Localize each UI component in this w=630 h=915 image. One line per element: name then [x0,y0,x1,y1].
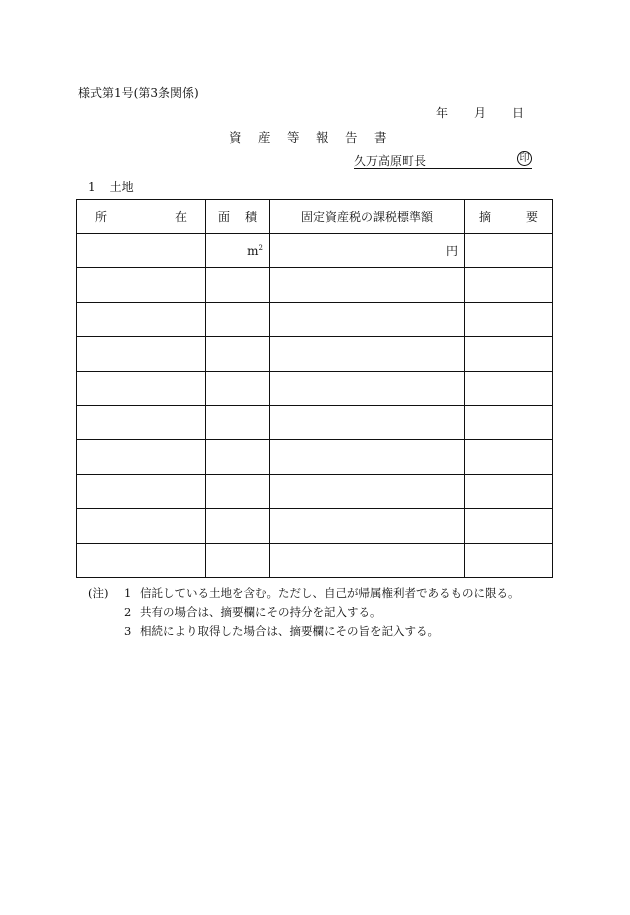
title-char: 報 [316,130,329,145]
date-line [436,104,524,121]
header-area: 面 積 [206,200,270,234]
addressee-line [354,152,532,169]
cell-location[interactable] [77,371,206,405]
addressee-name: 久万高原町長 [354,154,427,168]
cell-assessed-value[interactable] [270,474,465,508]
cell-location[interactable] [77,440,206,474]
title-char: 資 [229,130,242,145]
cell-location[interactable] [77,337,206,371]
title-char: 等 [287,130,300,145]
cell-area[interactable] [206,268,270,302]
note-item [88,603,520,622]
cell-assessed-value[interactable] [270,543,465,577]
cell-assessed-value[interactable] [270,440,465,474]
table-row [77,268,553,302]
cell-location[interactable] [77,268,206,302]
cell-remarks[interactable] [465,440,553,474]
header-remarks: 摘 要 [465,200,553,234]
document-title [229,128,403,146]
cell-location[interactable] [77,543,206,577]
table-row [77,302,553,336]
land-asset-table [76,199,553,578]
cell-remarks[interactable] [465,509,553,543]
cell-remarks[interactable] [465,371,553,405]
cell-assessed-value[interactable] [270,371,465,405]
notes [88,584,520,641]
cell-area[interactable] [206,474,270,508]
note-number: 2 [124,605,132,619]
cell-area[interactable] [206,337,270,371]
cell-remarks[interactable] [465,474,553,508]
cell-remarks[interactable] [465,337,553,371]
cell-remarks[interactable] [465,268,553,302]
cell-location[interactable] [77,234,206,268]
table-row [77,405,553,439]
cell-area[interactable] [206,302,270,336]
cell-location[interactable] [77,405,206,439]
section-title: 土地 [109,180,134,194]
cell-remarks[interactable] [465,543,553,577]
cell-assessed-value[interactable] [270,509,465,543]
date-month: 月 [474,106,487,120]
cell-remarks[interactable] [465,302,553,336]
table-row [77,234,553,268]
table-row [77,371,553,405]
cell-location[interactable] [77,302,206,336]
header-assessed-value: 固定資産税の課税標準額 [270,200,465,234]
seal-mark: 印 [517,151,532,166]
title-char: 告 [345,130,358,145]
cell-assessed-value[interactable] [270,234,465,268]
cell-remarks[interactable] [465,234,553,268]
cell-area[interactable] [206,543,270,577]
cell-area[interactable] [206,234,270,268]
note-text: 共有の場合は、摘要欄にその持分を記入する。 [140,605,382,619]
cell-area[interactable] [206,509,270,543]
form-number: 様式第1号(第3条関係) [78,86,199,100]
note-item [88,584,520,603]
cell-location[interactable] [77,474,206,508]
date-year: 年 [436,106,449,120]
table-row [77,543,553,577]
table-header-row [77,200,553,234]
table-row [77,337,553,371]
cell-area[interactable] [206,440,270,474]
cell-remarks[interactable] [465,405,553,439]
note-text: 信託している土地を含む。ただし、自己が帰属権利者であるものに限る。 [140,586,520,600]
section-number: 1 [88,180,96,194]
cell-area[interactable] [206,405,270,439]
cell-assessed-value[interactable] [270,405,465,439]
note-number: 3 [124,624,132,638]
cell-assessed-value[interactable] [270,302,465,336]
cell-assessed-value[interactable] [270,337,465,371]
note-prefix: (注) [88,586,109,600]
note-text: 相続により取得した場合は、摘要欄にその旨を記入する。 [140,624,439,638]
area-unit: $m^2$ [247,243,263,258]
table-row [77,440,553,474]
date-day: 日 [512,106,525,120]
title-char: 産 [258,130,271,145]
section-heading [88,178,134,195]
title-char: 書 [374,130,387,145]
cell-assessed-value[interactable] [270,268,465,302]
cell-location[interactable] [77,509,206,543]
value-unit: 円 [445,244,458,259]
table-row [77,509,553,543]
cell-area[interactable] [206,371,270,405]
table-row [77,474,553,508]
header-location: 所 在 [77,200,206,234]
note-item [88,622,520,641]
note-number: 1 [124,586,132,600]
